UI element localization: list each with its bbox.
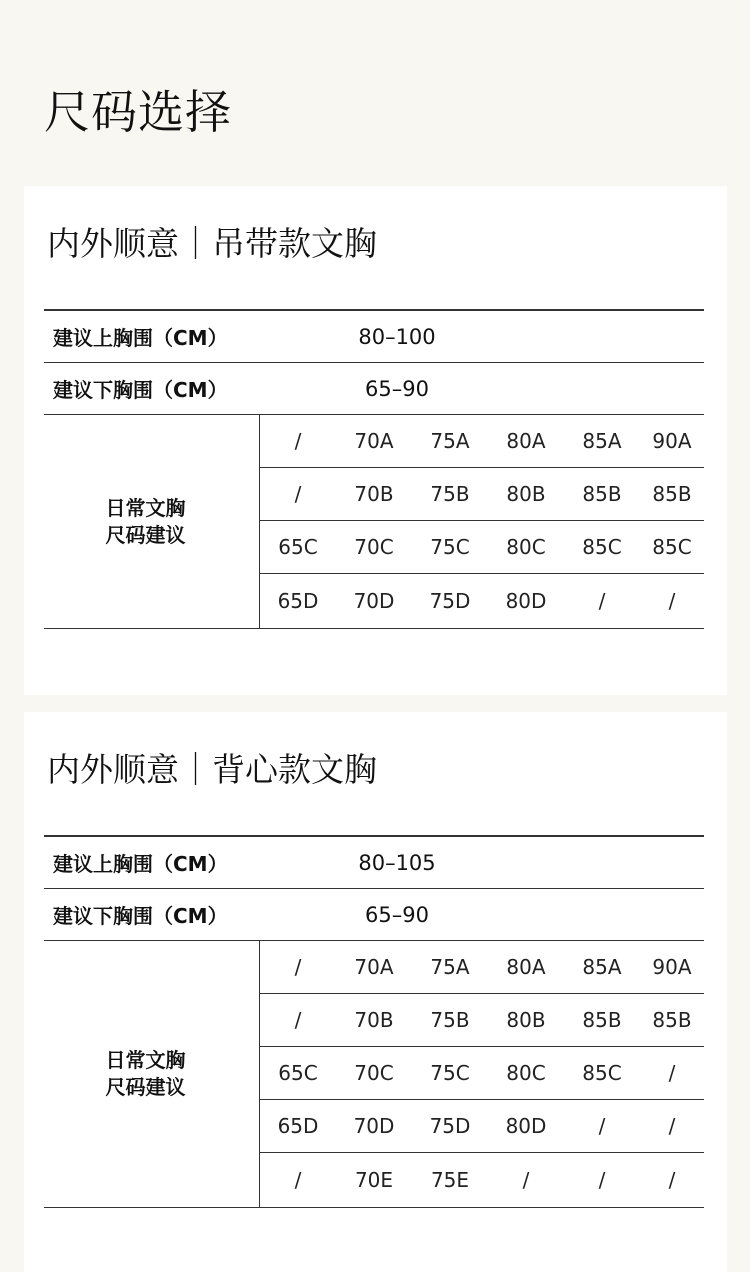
size-grid-row [260,521,704,574]
size-cell: / [598,1114,606,1138]
size-cell: 80C [506,535,546,559]
under-bust-row [44,889,704,941]
size-grid-row [260,1047,704,1100]
size-cell: / [668,1168,676,1192]
card-title: 内外顺意｜背心款文胸 [47,750,377,789]
size-cell: 70D [353,589,395,613]
size-cell: 65D [277,1114,319,1138]
size-cell: 80B [506,482,546,506]
size-card-camisole [24,186,727,695]
size-cell: / [294,955,302,979]
under-bust-value: 65–90 [365,376,429,401]
upper-bust-row [44,311,704,363]
under-bust-value: 65–90 [365,902,429,927]
size-cell: / [294,1008,302,1032]
size-cell: 70A [354,955,394,979]
size-cell: 80A [506,429,546,453]
size-cell: 75D [429,589,471,613]
size-grid-row [260,1100,704,1153]
size-cell: 70C [354,1061,394,1085]
size-cell: / [294,482,302,506]
upper-bust-label: 建议上胸围（CM） [53,326,228,350]
grid-label-line2: 尺码建议 [105,522,186,547]
size-cell: / [522,1168,530,1192]
size-grid-row [260,1153,704,1207]
size-cell: 65C [278,535,318,559]
size-grid-row [260,574,704,628]
size-cell: 70B [354,482,394,506]
size-cell: 75A [430,955,470,979]
size-cell: 80B [506,1008,546,1032]
size-cell: / [668,1061,676,1085]
card-title: 内外顺意｜吊带款文胸 [47,224,377,263]
size-cell: 80D [505,1114,547,1138]
size-cell: / [598,1168,606,1192]
under-bust-label: 建议下胸围（CM） [53,904,228,928]
size-cell: / [598,589,606,613]
grid-label-line2: 尺码建议 [105,1075,186,1099]
size-cell: 85B [652,482,692,506]
under-bust-label: 建议下胸围（CM） [53,378,228,402]
upper-bust-value: 80–105 [358,850,436,875]
size-grid-cells [260,941,704,1207]
size-cell: 75C [430,535,470,559]
size-cell: 75B [430,482,470,506]
size-cell: 65C [278,1061,318,1085]
size-cell: / [294,1168,302,1192]
grid-label-line1: 日常文胸 [105,1048,186,1072]
size-grid-row [260,941,704,994]
size-cell: 85C [582,535,622,559]
size-cell: 70C [354,535,394,559]
size-cell: 85A [582,429,622,453]
upper-bust-row [44,837,704,889]
under-bust-row [44,363,704,415]
size-grid [44,941,704,1208]
size-table [44,309,704,629]
size-cell: 70E [354,1168,394,1192]
size-cell: 75A [430,429,470,453]
size-cell: / [668,589,676,613]
size-cell: 85C [582,1061,622,1085]
size-cell: 90A [652,429,692,453]
size-cell: 75E [430,1168,470,1192]
size-cell: 75B [430,1008,470,1032]
size-cell: 75D [429,1114,471,1138]
size-grid-row [260,468,704,521]
size-card-vest [24,712,727,1272]
size-table [44,835,704,1208]
size-grid-row [260,415,704,468]
page-title: 尺码选择 [44,85,232,139]
size-cell: 85B [582,482,622,506]
size-cell: 85B [582,1008,622,1032]
size-grid-label [44,941,260,1207]
size-cell: 85B [652,1008,692,1032]
grid-label-line1: 日常文胸 [105,495,186,520]
size-cell: 85A [582,955,622,979]
size-cell: 70A [354,429,394,453]
size-cell: / [294,429,302,453]
upper-bust-label: 建议上胸围（CM） [53,852,228,876]
size-cell: 65D [277,589,319,613]
upper-bust-value: 80–100 [358,324,436,349]
size-grid-row [260,994,704,1047]
size-cell: 80A [506,955,546,979]
size-cell: 70D [353,1114,395,1138]
size-grid-label [44,415,260,628]
size-cell: 80C [506,1061,546,1085]
size-cell: 70B [354,1008,394,1032]
size-grid-cells [260,415,704,628]
size-cell: / [668,1114,676,1138]
size-grid [44,415,704,629]
size-cell: 85C [652,535,692,559]
size-cell: 75C [430,1061,470,1085]
size-cell: 90A [652,955,692,979]
size-cell: 80D [505,589,547,613]
